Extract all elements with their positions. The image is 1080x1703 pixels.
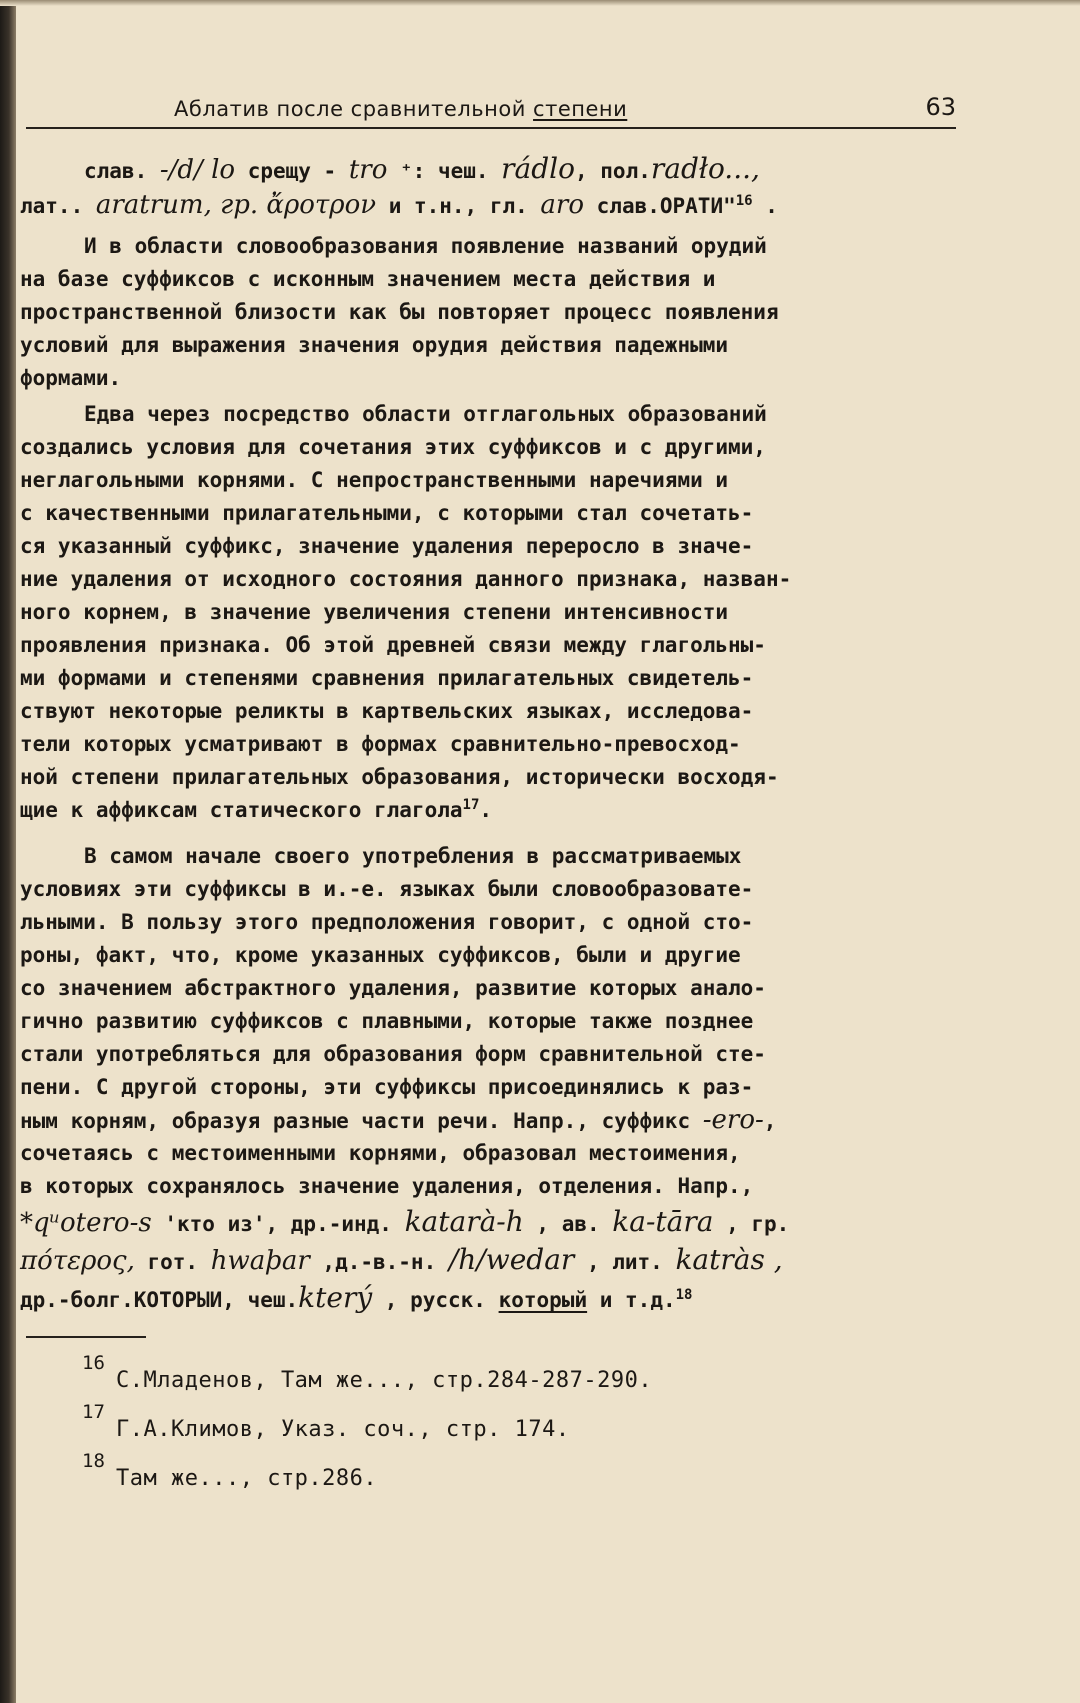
text-line: ного корнем, в значение увеличения степени интенсивности <box>20 600 729 624</box>
text-line: условий для выражения значения орудия действия падежными <box>20 333 729 357</box>
text-line: щие к аффиксам статического глагола$^{17}$. <box>20 797 493 822</box>
text-line: формами. <box>20 366 122 390</box>
text-line: пространственной близости как бы повторяет процесс появления <box>20 300 779 324</box>
text-line: Едва через посредство области отглагольных образований <box>84 402 767 426</box>
page-number: 63 <box>925 93 956 121</box>
text-line: стали употребляться для образования форм сравнительной сте- <box>20 1042 766 1066</box>
text-line: слав. -/d/ lo срещу - tro ⁺: чеш. rádlo, пол.radło..., <box>84 152 760 185</box>
text-line: на базе суффиксов с исконным значением места действия и <box>20 267 716 291</box>
text-line: с качественными прилагательными, с которыми стал сочетать- <box>20 501 754 525</box>
text-line: роны, факт, что, кроме указанных суффиксов, были и другие <box>20 943 741 967</box>
text-line: πότερος, гот. hwaþar ,д.-в.-н. /h/wedar , лит. katràs , <box>20 1243 783 1276</box>
text-line: со значением абстрактного удаления, развитие которых анало- <box>20 976 766 1000</box>
text-line: пени. С другой стороны, эти суффиксы присоединялись к раз- <box>20 1075 754 1099</box>
text-line: в которых сохранялось значение удаления, отделения. Напр., <box>20 1174 754 1198</box>
text-line: В самом начале своего употребления в рассматриваемых <box>84 844 742 868</box>
footnote-text: С.Младенов, Там же..., стр.284-287-290. <box>116 1368 653 1393</box>
text-line: неглагольными корнями. С непространственными наречиями и <box>20 468 729 492</box>
text-line: ние удаления от исходного состояния данного признака, назван- <box>20 567 792 591</box>
text-line: ми формами и степенями сравнения прилагательных свидетель- <box>20 666 754 690</box>
text-line: льными. В пользу этого предположения говорит, с одной сто- <box>20 910 754 934</box>
footnote-text: Там же..., стр.286. <box>116 1466 378 1491</box>
text-line: И в области словообразования появление названий орудий <box>84 234 767 258</box>
book-page <box>20 0 1060 1703</box>
text-line: сочетаясь с местоименными корнями, образовал местоимения, <box>20 1141 741 1165</box>
text-line: др.-болг.КОТОРЫИ, чеш.který , русск. который и т.д.$^{18}$ <box>20 1281 693 1314</box>
text-line: ствуют некоторые реликты в картвельских языках, исследова- <box>20 699 754 723</box>
text-line: ной степени прилагательных образования, исторически восходя- <box>20 765 779 789</box>
text-line: гично развитию суффиксов с плавными, которые также позднее <box>20 1009 754 1033</box>
text-line: создались условия для сочетания этих суффиксов и с другими, <box>20 435 766 459</box>
text-line: лат.. aratrum, гр. ἄροτρον и т.н., гл. aro слав.ОРАТИ"$^{16}$ . <box>20 190 778 220</box>
running-header <box>26 93 956 129</box>
footnote-number: 16 <box>82 1352 105 1374</box>
running-title: Аблатив после сравнительной степени <box>174 97 628 121</box>
footnote-text: Г.А.Климов, Указ. соч., стр. 174. <box>116 1417 570 1442</box>
text-line: ся указанный суффикс, значение удаления переросло в значе- <box>20 534 754 558</box>
text-line: проявления признака. Об этой древней связи между глагольны- <box>20 633 766 657</box>
text-line: ным корням, образуя разные части речи. Напр., суффикс -ero-, <box>20 1105 777 1135</box>
text-line: тели которых усматривают в формах сравнительно-превосход- <box>20 732 741 756</box>
footnote-number: 17 <box>82 1401 105 1423</box>
footnote-rule <box>26 1336 146 1338</box>
book-binding-shadow <box>0 0 16 1703</box>
text-line: условиях эти суффиксы в и.-е. языках были словообразовате- <box>20 877 754 901</box>
footnote-number: 18 <box>82 1450 105 1472</box>
text-line: *qᵘotero-s 'кто из', др.-инд. katarà-h , ав. ka-tāra , гр. <box>20 1205 790 1238</box>
